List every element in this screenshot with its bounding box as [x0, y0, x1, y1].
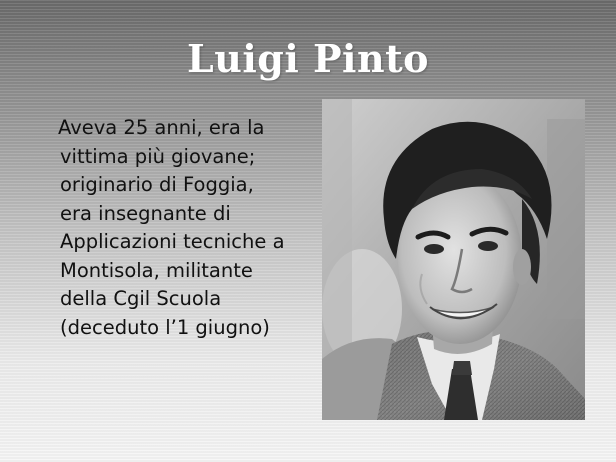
biography-line: vittima più giovane;	[60, 144, 256, 168]
biography-text	[60, 114, 312, 342]
biography-line: era insegnante di	[60, 201, 231, 225]
slide-title: Luigi Pinto	[186, 36, 430, 81]
biography-line: originario di Foggia,	[60, 173, 254, 196]
portrait-photo	[322, 99, 585, 420]
biography-line: (deceduto l’1 giugno)	[60, 315, 270, 339]
portrait-image	[322, 99, 585, 420]
biography-line: Applicazioni tecniche a	[60, 230, 285, 253]
biography-line: Aveva 25 anni, era la	[58, 116, 265, 139]
biography-line: della Cgil Scuola	[60, 287, 222, 310]
biography-line: Montisola, militante	[60, 258, 253, 282]
